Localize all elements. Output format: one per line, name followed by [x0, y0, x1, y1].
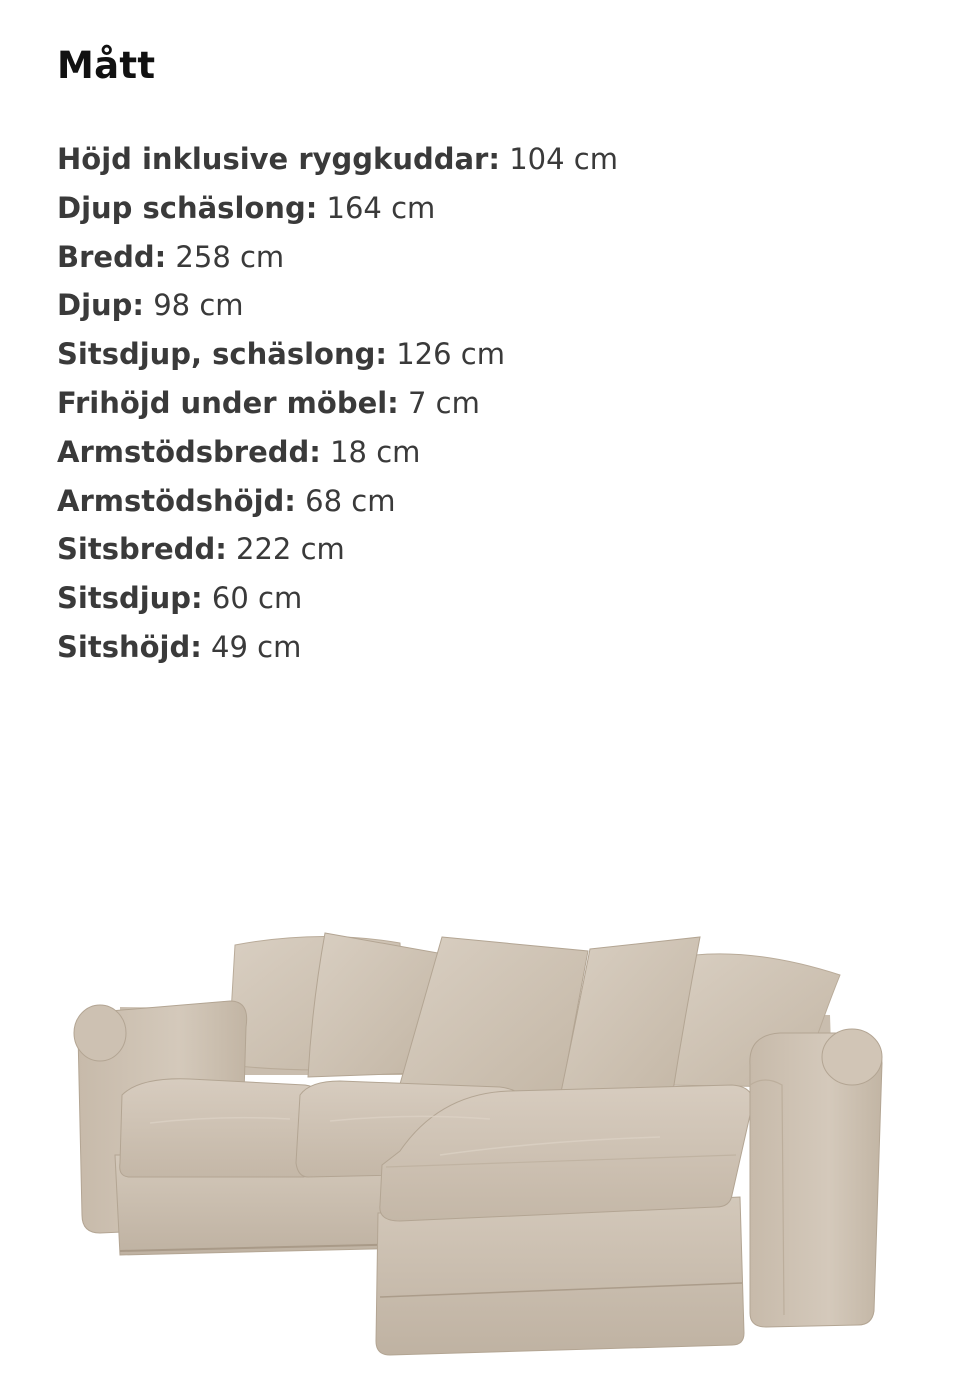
dimension-label: Sitshöjd: — [57, 629, 202, 664]
dimension-label: Sitsdjup, schäslong: — [57, 337, 387, 372]
sofa-illustration — [60, 915, 900, 1375]
dimension-value: 104 cm — [509, 142, 618, 176]
dimension-label: Höjd inklusive ryggkuddar: — [57, 142, 500, 176]
dimension-value: 49 cm — [211, 629, 302, 664]
dimension-value: 222 cm — [236, 532, 345, 567]
dimension-row-armrest-height — [57, 479, 618, 528]
dimension-value: 18 cm — [330, 434, 421, 469]
dimension-row-depth — [57, 283, 618, 332]
dimension-label: Armstödshöjd: — [57, 483, 296, 518]
dimension-label: Djup: — [57, 288, 145, 323]
dimension-row-width — [57, 235, 618, 284]
dimension-label: Djup schäslong: — [57, 190, 318, 225]
dimension-value: 258 cm — [175, 239, 285, 274]
dimension-row-chaise-depth — [57, 186, 618, 235]
dimension-label: Sitsbredd: — [57, 532, 227, 567]
dimension-label: Frihöjd under möbel: — [57, 385, 399, 420]
dimensions-list — [57, 137, 618, 674]
dimension-row-chaise-seat-depth — [57, 332, 618, 381]
dimension-label: Sitsdjup: — [57, 581, 203, 616]
dimension-value: 126 cm — [396, 337, 505, 372]
dimension-value: 164 cm — [326, 190, 436, 225]
dimension-value: 7 cm — [408, 385, 480, 420]
sofa-with-chaise-image — [60, 915, 900, 1375]
dimension-label: Armstödsbredd: — [57, 434, 321, 469]
dimension-row-seat-height — [57, 625, 618, 674]
dimension-row-seat-depth — [57, 576, 618, 625]
dimension-label: Bredd: — [57, 239, 167, 274]
dimension-row-armrest-width — [57, 430, 618, 479]
dimension-row-height-with-cushions — [57, 137, 618, 186]
dimension-value: 98 cm — [153, 288, 244, 323]
dimension-row-free-height — [57, 381, 618, 430]
dimension-value: 60 cm — [211, 581, 303, 616]
section-title: Mått — [57, 44, 156, 87]
dimension-row-seat-width — [57, 527, 618, 576]
dimension-value: 68 cm — [305, 483, 396, 518]
